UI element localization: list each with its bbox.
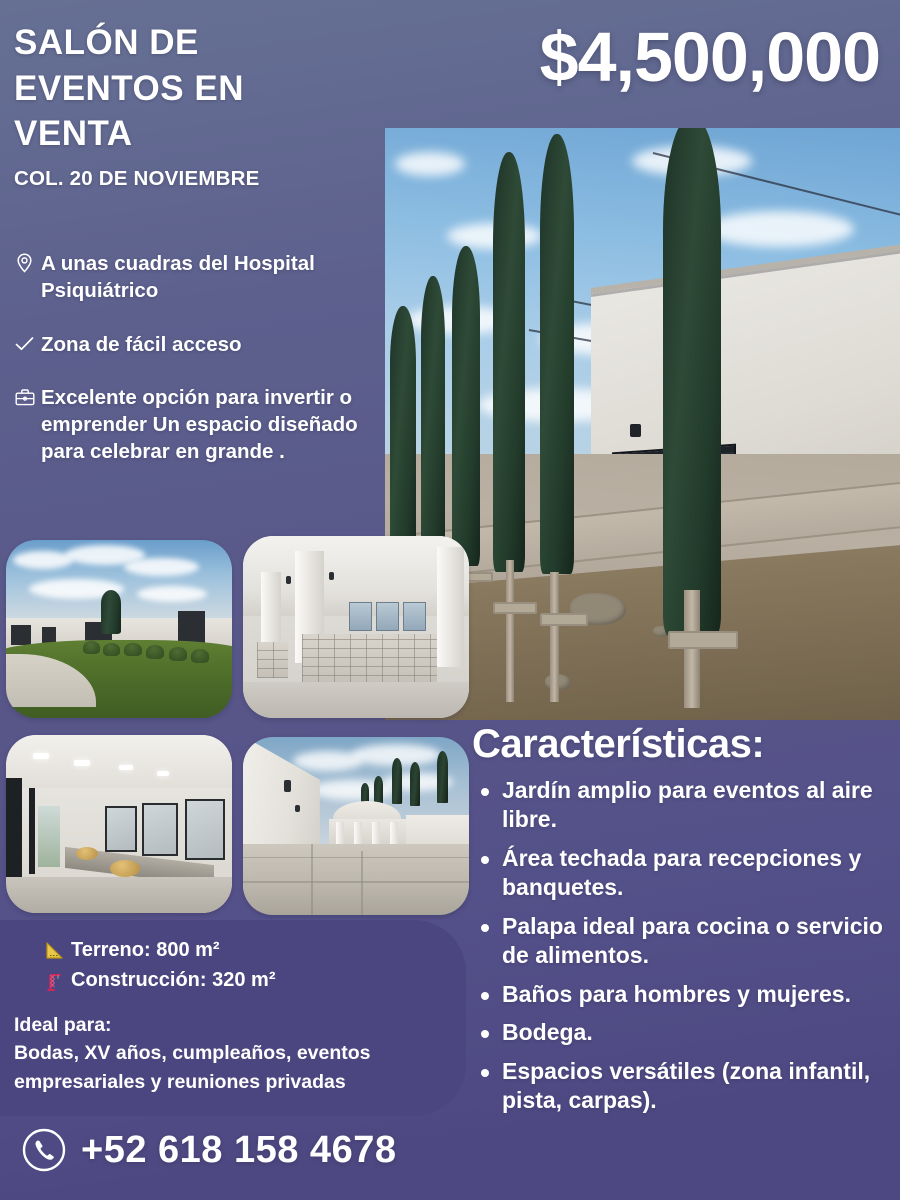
- highlight-text-investment: Excelente opción para invertir o emprender Un espacio diseñado para celebrar en grande .: [41, 385, 358, 464]
- feature-item: Área techada para recepciones y banquetes.: [472, 844, 896, 903]
- ideal-title: Ideal para:: [14, 1014, 112, 1036]
- measure-text-terreno: Terreno: 800 m²: [71, 939, 220, 961]
- highlight-row-investment: [14, 384, 376, 466]
- photo-garden-lawn: [6, 540, 232, 718]
- page-title-line-2: EVENTOS EN: [14, 68, 244, 108]
- page-title-line-1: SALÓN DE: [14, 23, 199, 62]
- measure-text-construccion: Construcción: 320 m²: [71, 969, 276, 991]
- highlight-row-access: [14, 331, 376, 358]
- features-list: [472, 776, 896, 1115]
- checkmark-icon: [14, 333, 35, 356]
- highlight-row-location: [14, 250, 376, 305]
- feature-item: Baños para hombres y mujeres.: [472, 980, 896, 1009]
- feature-item: Bodega.: [472, 1018, 896, 1047]
- highlights-list: [14, 250, 376, 466]
- measurements-list: [44, 938, 444, 998]
- ruler-icon: [44, 940, 64, 961]
- page-title-line-3: VENTA: [14, 114, 133, 153]
- phone-number[interactable]: +52 618 158 4678: [81, 1129, 397, 1171]
- colonia-subtitle: COL. 20 DE NOVIEMBRE: [14, 166, 260, 190]
- feature-item: Espacios versátiles (zona infantil, pista, carpas).: [472, 1057, 896, 1116]
- measure-row-terreno: [44, 938, 444, 963]
- photo-palapa-courtyard: [243, 737, 469, 915]
- phone-icon: [22, 1128, 66, 1172]
- briefcase-icon: [14, 386, 35, 409]
- crane-icon: [44, 970, 64, 991]
- features-block: [472, 722, 896, 1124]
- photo-covered-area: [243, 536, 469, 718]
- ideal-body: Bodas, XV años, cumpleaños, eventos empresariales y reuniones privadas: [14, 1042, 371, 1093]
- photo-restrooms: [6, 735, 232, 913]
- feature-item: Jardín amplio para eventos al aire libre.: [472, 776, 896, 835]
- contact-block[interactable]: [22, 1128, 396, 1172]
- measure-row-construccion: [44, 968, 444, 993]
- highlight-text-location: A unas cuadras del Hospital Psiquiátrico: [41, 252, 315, 303]
- ideal-block: [14, 1012, 464, 1096]
- features-title: Características:: [472, 722, 765, 766]
- price-label: $4,500,000: [539, 18, 880, 96]
- highlight-text-access: Zona de fácil acceso: [41, 332, 242, 356]
- location-pin-icon: [14, 252, 35, 275]
- headline-block: [14, 20, 384, 191]
- feature-item: Palapa ideal para cocina o servicio de alimentos.: [472, 912, 896, 971]
